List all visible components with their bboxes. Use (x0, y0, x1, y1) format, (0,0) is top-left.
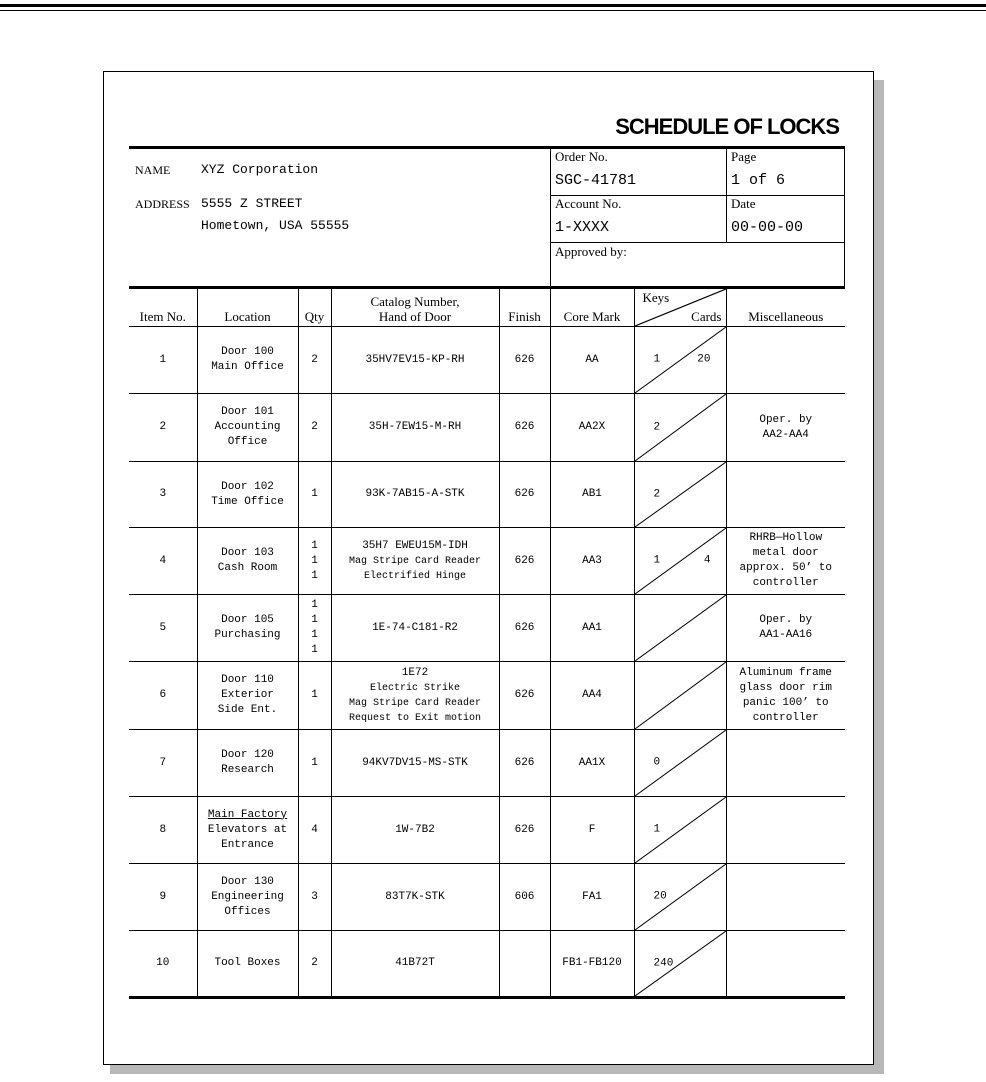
catalog-number-line: Request to Exit motion (348, 712, 482, 724)
core-mark (550, 327, 634, 394)
miscellaneous (726, 931, 845, 998)
location-line: Office (227, 436, 268, 448)
catalog-number (331, 662, 499, 730)
miscellaneous-line: RHRB—Hollow (749, 532, 823, 544)
location (197, 595, 298, 662)
qty-line: 1 (311, 539, 318, 552)
miscellaneous (726, 327, 845, 394)
miscellaneous-line: Aluminum frame (739, 666, 832, 679)
item-no (129, 462, 197, 528)
item-no-line: 10 (156, 957, 170, 969)
core-mark-line: AA3 (582, 554, 602, 567)
item-no (129, 864, 197, 931)
col-catalog-line1: Catalog Number, (370, 294, 460, 309)
qty-line: 1 (311, 599, 318, 611)
core-mark (550, 662, 634, 730)
catalog-number-line: Mag Stripe Card Reader (348, 697, 482, 709)
table-row (129, 864, 845, 931)
table-row (129, 462, 845, 528)
catalog-number-line: 1E72 (401, 666, 429, 679)
item-no-line: 9 (159, 890, 167, 903)
core-mark (550, 797, 634, 864)
item-no-line: 8 (159, 823, 167, 836)
keys-count: 240 (653, 957, 674, 969)
location-line: Cash Room (217, 562, 278, 574)
core-mark-line: FA1 (582, 890, 602, 903)
qty (298, 730, 331, 797)
qty (298, 595, 331, 662)
core-mark-line: AA4 (582, 689, 602, 701)
core-mark-line: AB1 (582, 488, 602, 500)
finish (499, 394, 550, 462)
keys-cards-diagonal (635, 864, 726, 930)
header-box-left-border (550, 148, 551, 288)
keys-cards-diagonal (635, 595, 726, 661)
catalog-number (331, 394, 499, 462)
location-line: Door 103 (221, 547, 274, 559)
order-no-label: Order No. (555, 149, 608, 164)
location-line: Exterior (221, 689, 274, 701)
col-keys-cards (634, 289, 726, 327)
catalog-number (331, 931, 499, 998)
keys-count: 2 (653, 421, 661, 433)
qty-line: 1 (311, 689, 318, 701)
table-row (129, 931, 845, 998)
location-line: Door 100 (221, 346, 274, 358)
location (197, 394, 298, 462)
keys-cards (634, 931, 726, 998)
location (197, 797, 298, 864)
catalog-number-line: 35H-7EW15-M-RH (368, 421, 462, 433)
finish-line: 626 (514, 756, 535, 769)
finish (499, 462, 550, 528)
table-row (129, 730, 845, 797)
qty (298, 797, 331, 864)
item-no-line: 5 (159, 621, 167, 634)
catalog-number-line: 41B72T (395, 957, 435, 969)
catalog-number (331, 797, 499, 864)
core-mark-line: AA1 (582, 621, 602, 634)
keys-cards (634, 394, 726, 462)
miscellaneous-line: metal door (752, 547, 819, 559)
page-title: SCHEDULE OF LOCKS (615, 114, 839, 139)
catalog-number (331, 462, 499, 528)
location (197, 528, 298, 595)
miscellaneous (726, 528, 845, 595)
finish-line: 626 (514, 353, 535, 366)
miscellaneous-line: controller (752, 577, 819, 589)
catalog-number-line: 35H7 EWEU15M-IDH (362, 539, 468, 552)
core-mark-line: AA1X (578, 756, 606, 769)
location-line: Door 110 (221, 674, 274, 686)
miscellaneous (726, 394, 845, 462)
keys-cards (634, 864, 726, 931)
finish (499, 797, 550, 864)
location-line: Door 102 (221, 480, 274, 493)
finish (499, 730, 550, 797)
qty-line: 1 (311, 554, 318, 567)
qty-line: 2 (311, 353, 318, 366)
account-no-label: Account No. (555, 196, 622, 211)
miscellaneous (726, 797, 845, 864)
catalog-number-line: 1W-7B2 (395, 823, 435, 836)
keys-count: 20 (653, 890, 667, 903)
item-no (129, 730, 197, 797)
location-line: Elevators at (207, 823, 288, 836)
document-page (103, 71, 874, 1065)
keys-cards-diagonal (635, 462, 726, 527)
header-box-row-line-2 (550, 242, 845, 243)
qty-line: 3 (311, 890, 318, 903)
miscellaneous-line: AA2-AA4 (762, 428, 809, 441)
col-catalog (331, 289, 499, 327)
table-row (129, 394, 845, 462)
qty-line: 1 (311, 614, 318, 626)
keys-cards (634, 730, 726, 797)
keys-cards (634, 528, 726, 595)
location (197, 462, 298, 528)
date-label: Date (731, 196, 756, 211)
miscellaneous (726, 864, 845, 931)
item-no (129, 394, 197, 462)
col-keys: Keys (642, 290, 670, 305)
catalog-number (331, 864, 499, 931)
location-line: Offices (224, 905, 271, 918)
item-no-line: 3 (159, 488, 167, 500)
miscellaneous-line: AA1-AA16 (759, 629, 813, 641)
address-line-2: Hometown, USA 55555 (201, 218, 350, 233)
keys-cards (634, 662, 726, 730)
account-no-value: 1-XXXX (555, 219, 610, 236)
core-mark (550, 394, 634, 462)
location-line: Purchasing (214, 629, 281, 641)
top-rule (0, 4, 986, 7)
core-mark (550, 864, 634, 931)
address-line-1: 5555 Z STREET (201, 196, 303, 211)
col-qty: Qty (298, 289, 331, 327)
qty-line: 1 (311, 488, 318, 500)
qty (298, 462, 331, 528)
catalog-number-line: 1E-74-C181-R2 (372, 621, 458, 634)
table-row (129, 797, 845, 864)
catalog-number-line: 35HV7EV15-KP-RH (365, 353, 465, 366)
page-value: 1 of 6 (731, 172, 786, 189)
qty-line: 1 (311, 644, 318, 656)
keys-cards-diagonal (635, 394, 726, 461)
qty-line: 1 (311, 629, 318, 641)
finish-line: 626 (514, 554, 535, 567)
keys-cards-diagonal (635, 931, 726, 996)
miscellaneous-line: approx. 50’ to (739, 562, 832, 574)
col-core-mark: Core Mark (550, 289, 634, 327)
finish-line: 626 (514, 488, 535, 500)
finish-line: 626 (514, 421, 535, 433)
catalog-number-line: 93K-7AB15-A-STK (365, 488, 465, 500)
finish (499, 528, 550, 595)
finish-line: 626 (514, 689, 535, 701)
col-cards: Cards (691, 309, 722, 324)
keys-cards (634, 595, 726, 662)
qty-line: 4 (311, 823, 318, 836)
qty (298, 528, 331, 595)
item-no-line: 6 (159, 689, 167, 701)
keys-count: 1 (653, 353, 661, 366)
keys-count: 0 (653, 756, 661, 769)
keys-cards (634, 462, 726, 528)
keys-count: 1 (653, 554, 661, 567)
finish (499, 864, 550, 931)
location-line: Door 120 (221, 749, 274, 761)
miscellaneous-line: Oper. by (759, 413, 813, 426)
location (197, 327, 298, 394)
location-line: Time Office (211, 495, 284, 508)
finish-line: 626 (514, 823, 535, 836)
address-label: ADDRESS (135, 197, 190, 211)
approved-by-label: Approved by: (555, 244, 627, 259)
core-mark-line: AA (585, 353, 599, 366)
location-line: Side Ent. (217, 704, 278, 716)
item-no-line: 2 (159, 421, 167, 433)
location-line: Entrance (221, 838, 274, 851)
item-no (129, 662, 197, 730)
catalog-number-line: Electrified Hinge (363, 570, 467, 582)
keys-cards (634, 327, 726, 394)
miscellaneous-line: Oper. by (759, 614, 813, 626)
catalog-number (331, 327, 499, 394)
core-mark-line: AA2X (578, 421, 606, 433)
keys-cards-diagonal (635, 662, 726, 729)
qty (298, 864, 331, 931)
core-mark (550, 730, 634, 797)
qty (298, 327, 331, 394)
col-misc: Miscellaneous (726, 289, 845, 327)
header-box-right-border (844, 148, 845, 288)
finish (499, 662, 550, 730)
finish-line: 606 (514, 890, 535, 903)
finish (499, 931, 550, 998)
qty (298, 931, 331, 998)
miscellaneous (726, 595, 845, 662)
catalog-number-line: 94KV7DV15-MS-STK (362, 756, 468, 769)
table-row (129, 595, 845, 662)
location-line: Tool Boxes (214, 957, 281, 969)
col-catalog-line2: Hand of Door (378, 309, 452, 324)
miscellaneous (726, 730, 845, 797)
item-no (129, 595, 197, 662)
catalog-number (331, 730, 499, 797)
miscellaneous (726, 662, 845, 730)
location-line: Door 105 (221, 614, 274, 626)
col-location: Location (197, 289, 298, 327)
item-no (129, 931, 197, 998)
catalog-number (331, 595, 499, 662)
qty (298, 394, 331, 462)
qty-line: 2 (311, 957, 318, 969)
finish-line: 626 (514, 621, 535, 634)
miscellaneous-line: controller (752, 711, 819, 724)
item-no (129, 327, 197, 394)
keys-cards-diagonal (635, 327, 726, 393)
item-no-line: 4 (159, 554, 167, 567)
core-mark (550, 528, 634, 595)
catalog-number-line: Electric Strike (369, 682, 460, 694)
qty-line: 1 (311, 756, 318, 769)
table-row (129, 528, 845, 595)
core-mark-line: F (588, 823, 596, 836)
cards-count: 4 (703, 554, 711, 567)
keys-cards-diagonal (635, 730, 726, 796)
core-mark (550, 462, 634, 528)
col-finish: Finish (499, 289, 550, 327)
cards-count: 20 (697, 353, 711, 366)
core-mark (550, 595, 634, 662)
qty-line: 1 (311, 569, 318, 582)
location (197, 864, 298, 931)
miscellaneous (726, 462, 845, 528)
finish (499, 327, 550, 394)
schedule-table (129, 289, 845, 999)
keys-count: 2 (653, 488, 661, 500)
core-mark-line: FB1-FB120 (562, 957, 622, 969)
location-line: Research (221, 764, 274, 776)
location (197, 730, 298, 797)
catalog-number-line: 83T7K-STK (385, 890, 445, 903)
item-no (129, 797, 197, 864)
item-no (129, 528, 197, 595)
keys-cards-diagonal (635, 528, 726, 594)
location-line: Door 101 (221, 406, 274, 418)
item-no-line: 7 (159, 756, 167, 769)
customer-name: XYZ Corporation (201, 162, 319, 177)
keys-cards (634, 797, 726, 864)
table-row (129, 662, 845, 730)
table-header-row (129, 289, 845, 327)
location-line: Engineering (211, 890, 284, 903)
table-row (129, 327, 845, 394)
finish (499, 595, 550, 662)
page-label: Page (731, 149, 757, 164)
keys-cards-diagonal (635, 797, 726, 863)
order-no-value: SGC-41781 (555, 172, 637, 189)
miscellaneous-line: panic 100’ to (742, 696, 829, 709)
name-label: NAME (135, 163, 171, 177)
location (197, 931, 298, 998)
keys-count: 1 (653, 823, 661, 836)
item-no-line: 1 (159, 353, 167, 366)
qty (298, 662, 331, 730)
top-rule-thin (0, 10, 986, 11)
catalog-number-line: Mag Stripe Card Reader (348, 555, 482, 567)
location-line: Accounting (214, 421, 281, 433)
col-item: Item No. (129, 289, 197, 327)
location (197, 662, 298, 730)
miscellaneous-line: glass door rim (739, 681, 832, 694)
core-mark (550, 931, 634, 998)
location-line: Main Factory (207, 808, 288, 821)
date-value: 00-00-00 (731, 219, 804, 236)
catalog-number (331, 528, 499, 595)
location-line: Main Office (211, 361, 284, 373)
qty-line: 2 (311, 421, 318, 433)
location-line: Door 130 (221, 875, 274, 888)
